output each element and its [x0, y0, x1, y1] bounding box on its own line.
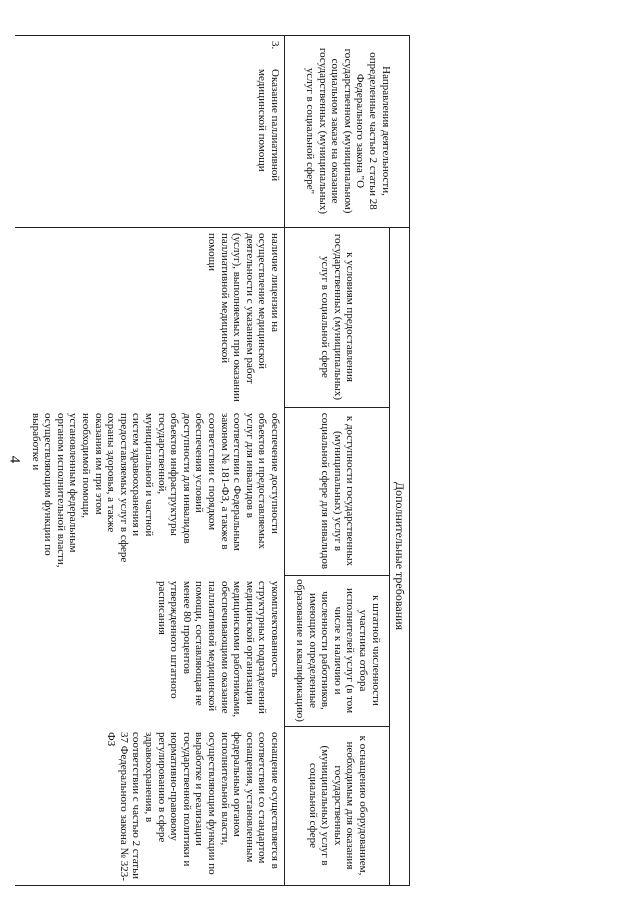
page-number: 4: [6, 455, 23, 464]
row-number: 3.: [269, 41, 281, 50]
table-border-right: [15, 885, 410, 886]
header-staffing: к штатной численности участника отбора исполнителей услуг (в том числе к наличию и численности работников, имеющих определенные образование и квалификацию): [294, 579, 382, 722]
cell-conditions: наличие лицензии на осуществление медицинской деятельности с указанием работ (услуг), выполняемых при оказании паллиативной медицинской помощи: [206, 233, 281, 402]
cell-equipment: оснащение осуществляется в соответствии со стандартом оснащения, установленным федеральным органом исполнительной власти, осуществляющим функции по выработке и реализации государственной политики и нормативно-правовому регулированию в сфере здравоохранения, в соответствии с частью 2 статьи 37 Федерального закона № 323-ФЗ: [105, 732, 281, 881]
header-conditions: к условиям предоставления государственных (муниципальных) услуг в социальной сфере: [319, 233, 357, 401]
header-group-additional-requirements: Дополнительные требования: [393, 481, 408, 631]
header-direction: Направления деятельности, определенные частью 2 статьи 28 Федерального закона "О государственном (муниципальном) социальном заказе на оказание государственных (муниципальных) услуг в социальной сфере": [304, 47, 392, 215]
cell-accessibility: обеспечение доступности объектов и предоставляемых услуг для инвалидов в соответствии с Федеральным законом № 181-ФЗ, а также в соответствии с порядком обеспечения условий доступности для инвалидов объектов инфраструктуры государственной, муниципальной и частной систем здравоохранения и предоставляемых услуг в сфере охраны здоровья, а также оказания им при этом необходимой помощи, установленным федеральным органом исполнительной власти, осуществляющим функции по выработке и: [29, 413, 281, 568]
header-equipment: к оснащению оборудованием, необходимым для оказания государственных (муниципальных) услуг в социальной сфере: [306, 735, 369, 876]
requirements-table: [15, 35, 410, 885]
header-accessibility: к доступности государственных (муниципальных) услуг в социальной сфере для инвалидов: [319, 412, 357, 570]
cell-direction: Оказание паллиативной медицинской помощи: [256, 69, 281, 182]
cell-staffing: укомплектованность структурных подразделений медицинской организации медицинскими работниками, обеспечивающими оказание паллиативной медицинской помощи, составляющая не менее 80 процентов утвержденного штатного расписания: [155, 581, 281, 718]
